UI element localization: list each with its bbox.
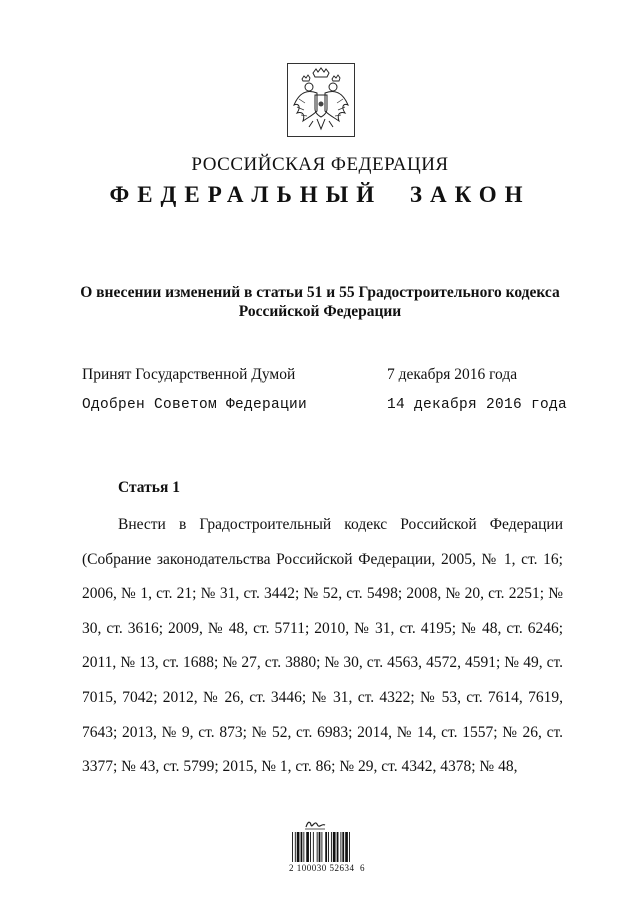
law-title-line-2: Российской Федерации	[238, 303, 402, 320]
country-name: РОССИЙСКАЯ ФЕДЕРАЦИЯ	[191, 154, 449, 175]
barcode-number: 2 100030 52634 6	[289, 863, 365, 873]
council-date: 14 декабря 2016 года	[387, 397, 568, 413]
coat-of-arms-icon	[287, 63, 355, 137]
article-body-text: Внести в Градостроительный кодекс Российской Федерации (Собрание законодательства Российской Федерации, 2005, № 1, ст. 16; 2006, № 1, ст. 21; № 31, ст. 3442; № 52, ст. 5498; 2008, № 20, ст. 2251; № 30, ст. 3616; 2009, № 48, ст. 5711; 2010, № 31, ст. 4195; № 48, ст. 6246; 2011, № 13, ст. 1688; № 27, ст. 3880; № 30, ст. 4563, 4572, 4591; № 49, ст. 7015, 7042; 2012, № 26, ст. 3446; № 31, ст. 4322; № 53, ст. 7614, 7619, 7643; 2013, № 9, ст. 873; № 52, ст. 6983; 2014, № 14, ст. 1557; № 26, ст. 3377; № 43, ст. 5799; 2015, № 1, ст. 86; № 29, ст. 4342, 4378; № 48,	[82, 516, 563, 776]
duma-label: Принят Государственной Думой	[82, 366, 296, 383]
law-title-line-1: О внесении изменений в статьи 51 и 55 Градостроительного кодекса	[80, 284, 560, 301]
article-heading: Статья 1	[118, 479, 180, 496]
law-type-heading: ФЕДЕРАЛЬНЫЙ ЗАКОН	[109, 182, 531, 207]
council-label: Одобрен Советом Федерации	[82, 397, 308, 413]
registration-stamp	[282, 818, 372, 878]
barcode-icon	[292, 832, 366, 862]
law-title	[60, 283, 580, 321]
duma-date: 7 декабря 2016 года	[387, 366, 518, 383]
handwritten-mark-icon	[304, 818, 326, 830]
